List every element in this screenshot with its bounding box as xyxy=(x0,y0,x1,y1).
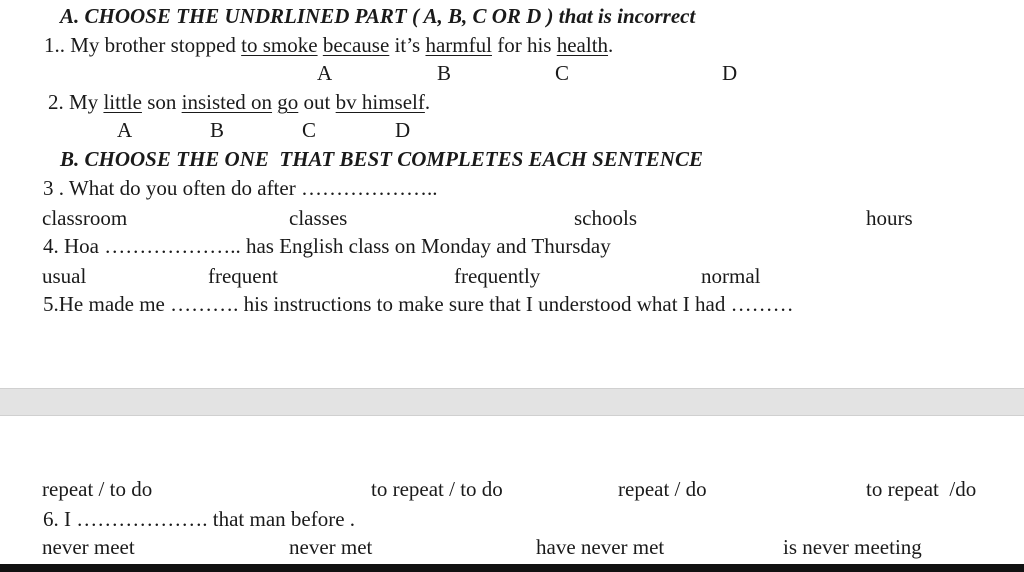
question-2-part-d: bv himself xyxy=(335,90,425,114)
question-1-text: for his xyxy=(491,33,557,57)
question-1-letter-b: B xyxy=(437,61,452,85)
question-1-letter-d: D xyxy=(722,61,738,85)
question-6-option-b: never met xyxy=(289,535,373,559)
question-5-option-c: repeat / do xyxy=(618,477,707,501)
page-break-band xyxy=(0,388,1024,416)
question-6-text: 6. I ………………. that man before . xyxy=(43,507,356,531)
question-2-part-a: little xyxy=(103,90,142,114)
question-1-letter-c: C xyxy=(555,61,570,85)
question-2-letter-c: C xyxy=(302,118,317,142)
question-5-text: 5.He made me ………. his instructions to make sure that I understood what I had ……… xyxy=(43,292,794,316)
question-2-number: 2. xyxy=(48,90,64,114)
question-1-part-d: health xyxy=(556,33,609,57)
question-1-text: My brother stopped xyxy=(65,33,242,57)
question-2-letter-b: B xyxy=(210,118,225,142)
section-b-heading: B. CHOOSE THE ONE THAT BEST COMPLETES EACH SENTENCE xyxy=(60,147,703,171)
question-1-part-a: to smoke xyxy=(241,33,318,57)
question-1 xyxy=(44,35,613,56)
question-3-text: 3 . What do you often do after ……………….. xyxy=(43,176,438,200)
question-4-option-a: usual xyxy=(42,264,87,288)
question-6-option-c: have never met xyxy=(536,535,665,559)
question-5-option-a: repeat / to do xyxy=(42,477,153,501)
question-2-text: My xyxy=(63,90,104,114)
question-3-option-c: schools xyxy=(574,206,637,230)
question-4-option-b: frequent xyxy=(208,264,278,288)
question-6-option-a: never meet xyxy=(42,535,135,559)
question-2-text: son xyxy=(141,90,182,114)
question-4-option-d: normal xyxy=(701,264,761,288)
question-2-period: . xyxy=(424,90,431,114)
question-2 xyxy=(48,92,430,113)
question-3-option-b: classes xyxy=(289,206,348,230)
question-1-part-b: because xyxy=(322,33,390,57)
question-1-period: . xyxy=(608,33,614,57)
bottom-edge xyxy=(0,564,1024,572)
section-a-heading: A. CHOOSE THE UNDRLINED PART ( A, B, C OR D ) that is incorrect xyxy=(60,4,696,28)
question-5-option-d: to repeat /do xyxy=(866,477,977,501)
question-1-number: 1.. xyxy=(44,33,65,57)
question-2-text: out xyxy=(298,90,336,114)
question-4-text: 4. Hoa ……………….. has English class on Monday and Thursday xyxy=(43,234,611,258)
question-2-part-b: insisted on xyxy=(181,90,273,114)
question-1-letter-a: A xyxy=(317,61,333,85)
question-2-part-c: go xyxy=(277,90,299,114)
question-1-part-c: harmful xyxy=(425,33,492,57)
question-4-option-c: frequently xyxy=(454,264,541,288)
question-3-option-d: hours xyxy=(866,206,913,230)
question-2-letter-d: D xyxy=(395,118,411,142)
question-3-option-a: classroom xyxy=(42,206,128,230)
question-5-option-b: to repeat / to do xyxy=(371,477,503,501)
question-6-option-d: is never meeting xyxy=(783,535,922,559)
question-2-letter-a: A xyxy=(117,118,133,142)
question-1-text: it’s xyxy=(389,33,426,57)
